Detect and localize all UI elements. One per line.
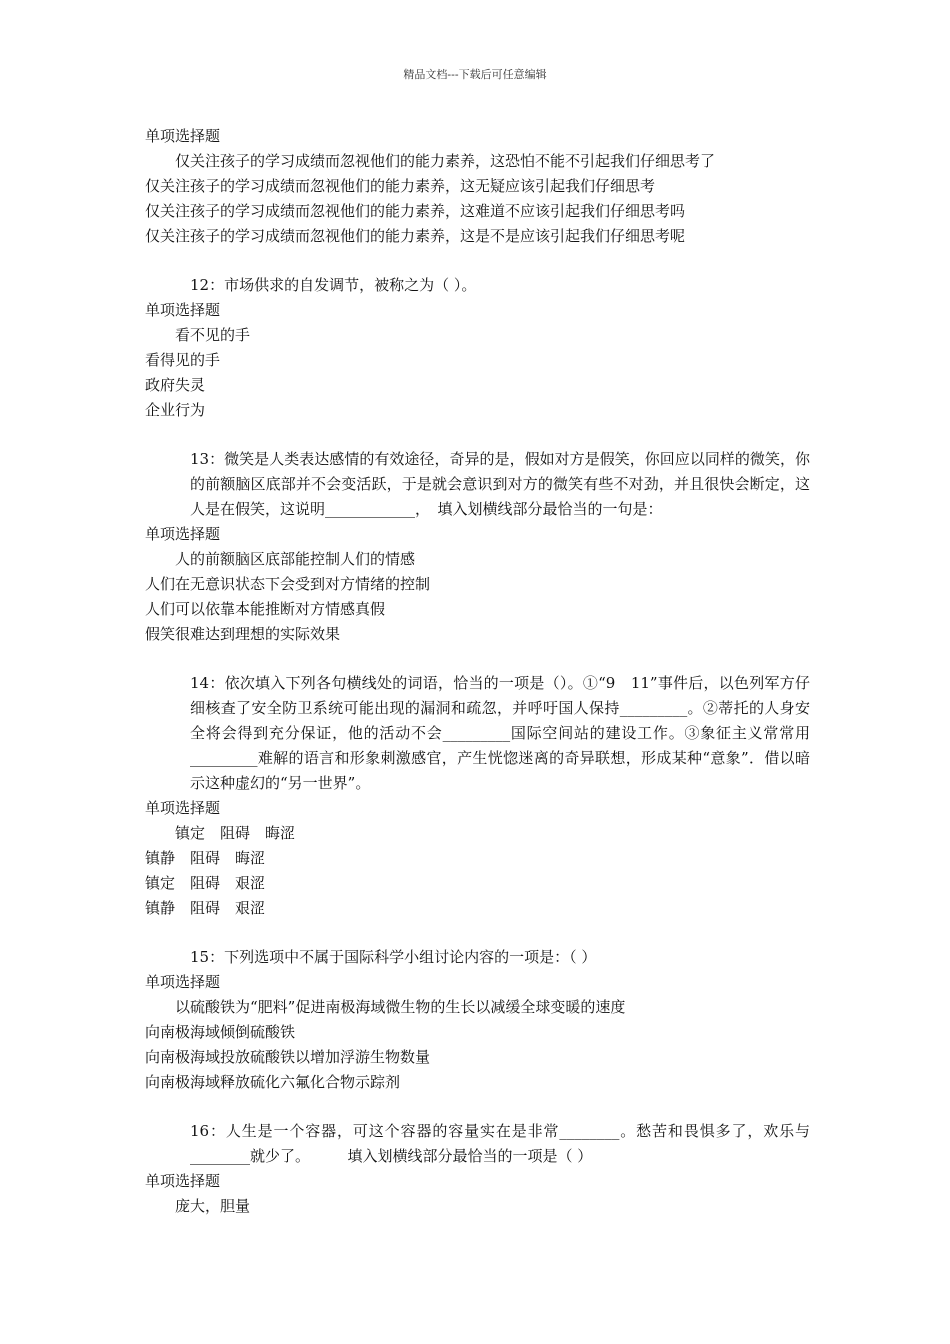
question-type: 单项选择题 [145,799,221,817]
option-a: 人的前额脑区底部能控制人们的情感 [175,550,416,568]
question-type: 单项选择题 [145,1172,221,1190]
option-b: 人们在无意识状态下会受到对方情绪的控制 [145,575,431,593]
option-c: 政府失灵 [145,376,206,394]
question-13 [145,447,810,647]
intro-block [145,124,810,249]
question-type: 单项选择题 [145,973,221,991]
question-14 [145,671,810,921]
question-15 [145,945,810,1095]
question-12 [145,273,810,423]
option-d: 镇静 阻碍 艰涩 [145,899,266,917]
option-b: 仅关注孩子的学习成绩而忽视他们的能力素养，这无疑应该引起我们仔细思考 [145,177,656,195]
option-d: 企业行为 [145,401,206,419]
question-stem: 15：下列选项中不属于国际科学小组讨论内容的一项是：（ ） [190,948,597,966]
question-stem: 14：依次填入下列各句横线处的词语，恰当的一项是（）。①“9 11”事件后，以色列军方仔细核查了安全防卫系统可能出现的漏洞和疏忽，并呼吁国人保持_________。②蒂托的人身安全将会得到充分保证，他的活动不会_________国际空间站的建设工作。③象征主义常常用_________难解的语言和形象刺激感官，产生恍惚迷离的奇异联想，形成某种“意象”．借以暗示这种虚幻的“另一世界”。 [190,674,810,792]
question-type: 单项选择题 [145,525,221,543]
option-c: 仅关注孩子的学习成绩而忽视他们的能力素养，这难道不应该引起我们仔细思考吗 [145,202,686,220]
option-a: 庞大，胆量 [175,1197,251,1215]
option-b: 看得见的手 [145,351,221,369]
question-stem: 16：人生是一个容器，可这个容器的容量实在是非常________。愁苦和畏惧多了，欢乐与________就少了。 填入划横线部分最恰当的一项是（ ） [190,1122,810,1165]
option-a: 镇定 阻碍 晦涩 [175,824,296,842]
option-c: 人们可以依靠本能推断对方情感真假 [145,600,386,618]
question-stem: 12：市场供求的自发调节，被称之为（ ）。 [190,276,477,294]
option-b: 向南极海域倾倒硫酸铁 [145,1023,296,1041]
question-stem: 13：微笑是人类表达感情的有效途径，奇异的是，假如对方是假笑，你回应以同样的微笑，你的前额脑区底部并不会变活跃，于是就会意识到对方的微笑有些不对劲，并且很快会断定，这人是在假笑，这说明____________， 填入划横线部分最恰当的一句是： [190,450,810,518]
option-a: 看不见的手 [175,326,251,344]
option-c: 镇定 阻碍 艰涩 [145,874,266,892]
question-type: 单项选择题 [145,127,221,145]
question-type: 单项选择题 [145,301,221,319]
option-d: 向南极海域释放硫化六氟化合物示踪剂 [145,1073,401,1091]
option-a: 以硫酸铁为“肥料”促进南极海域微生物的生长以减缓全球变暖的速度 [175,998,626,1016]
question-16 [145,1119,810,1219]
option-d: 假笑很难达到理想的实际效果 [145,625,341,643]
option-a: 仅关注孩子的学习成绩而忽视他们的能力素养，这恐怕不能不引起我们仔细思考了 [175,152,716,170]
option-b: 镇静 阻碍 晦涩 [145,849,266,867]
page-header: 精品文档---下载后可任意编辑 [403,68,547,81]
document-body [145,124,810,1219]
option-d: 仅关注孩子的学习成绩而忽视他们的能力素养，这是不是应该引起我们仔细思考呢 [145,227,686,245]
option-c: 向南极海域投放硫酸铁以增加浮游生物数量 [145,1048,431,1066]
